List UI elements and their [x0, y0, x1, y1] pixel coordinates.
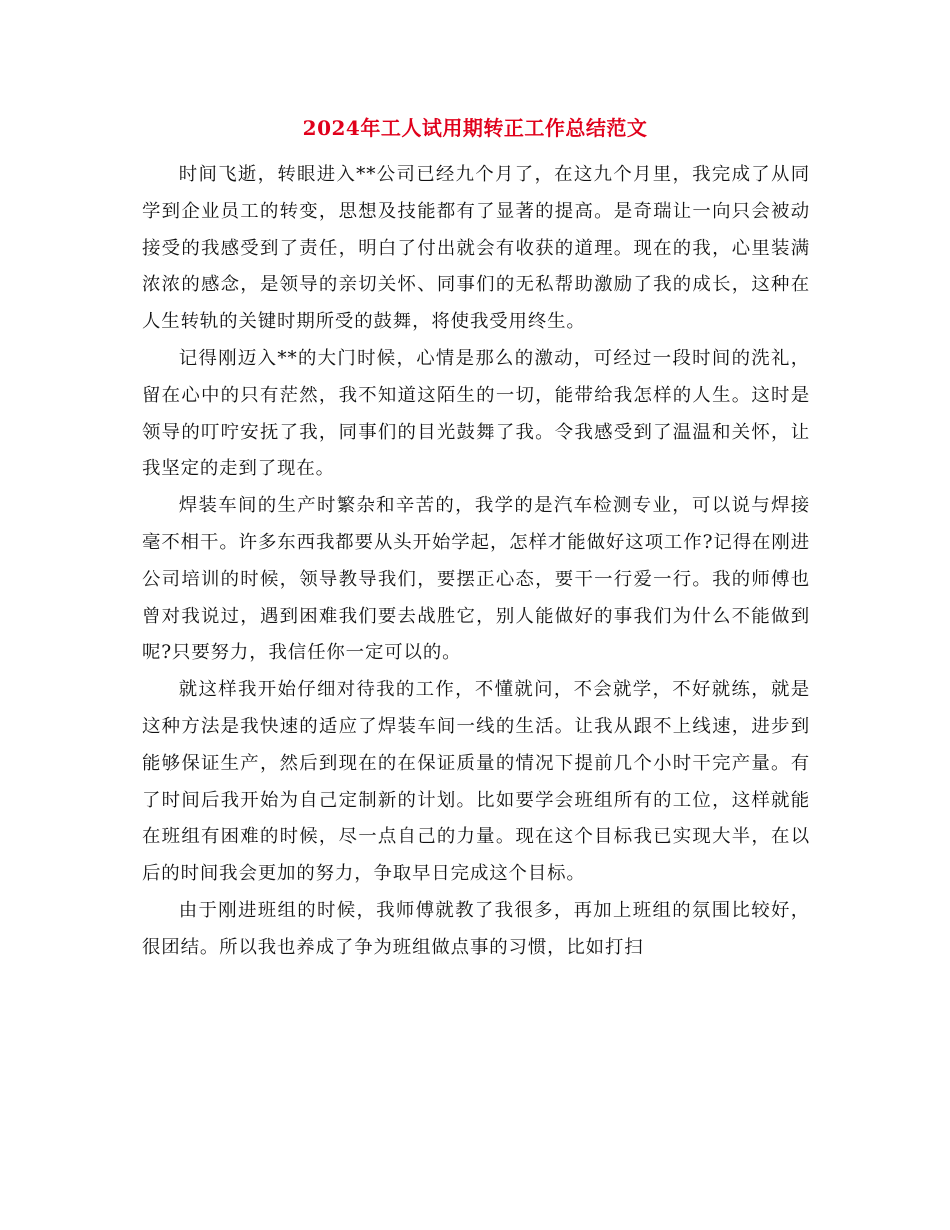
paragraph-1: 时间飞逝，转眼进入**公司已经九个月了，在这九个月里，我完成了从同学到企业员工的转变，思想及技能都有了显著的提高。是奇瑞让一向只会被动接受的我感受到了责任，明白了付出就会有收获的道理。现在的我，心里装满浓浓的感念，是领导的亲切关怀、同事们的无私帮助激励了我的成长，这种在人生转轨的关键时期所受的鼓舞，将使我受用终生。	[142, 164, 810, 333]
paragraph-2: 记得刚迈入**的大门时候，心情是那么的激动，可经过一段时间的洗礼，留在心中的只有茫然，我不知道这陌生的一切，能带给我怎样的人生。这时是领导的叮咛安抚了我，同事们的目光鼓舞了我。令我感受到了温温和关怀，让我坚定的走到了现在。	[142, 347, 810, 480]
paragraph-3: 焊装车间的生产时繁杂和辛苦的，我学的是汽车检测专业，可以说与焊接毫不相干。许多东西我都要从头开始学起，怎样才能做好这项工作?记得在刚进公司培训的时候，领导教导我们，要摆正心态，要干一行爱一行。我的师傅也曾对我说过，遇到困难我们要去战胜它，别人能做好的事我们为什么不能做到呢?只要努力，我信任你一定可以的。	[142, 495, 810, 664]
document-title: 2024年工人试用期转正工作总结范文	[302, 116, 648, 140]
document-body	[142, 157, 810, 967]
paragraph-4: 就这样我开始仔细对待我的工作，不懂就问，不会就学，不好就练，就是这种方法是我快速的适应了焊装车间一线的生活。让我从跟不上线速，进步到能够保证生产，然后到现在的在保证质量的情况下提前几个小时干完产量。有了时间后我开始为自己定制新的计划。比如要学会班组所有的工位，这样就能在班组有困难的时候，尽一点自己的力量。现在这个目标我已实现大半，在以后的时间我会更加的努力，争取早日完成这个目标。	[142, 679, 810, 885]
paragraph-5: 由于刚进班组的时候，我师傅就教了我很多，再加上班组的氛围比较好，很团结。所以我也养成了争为班组做点事的习惯，比如打扫	[142, 899, 810, 958]
